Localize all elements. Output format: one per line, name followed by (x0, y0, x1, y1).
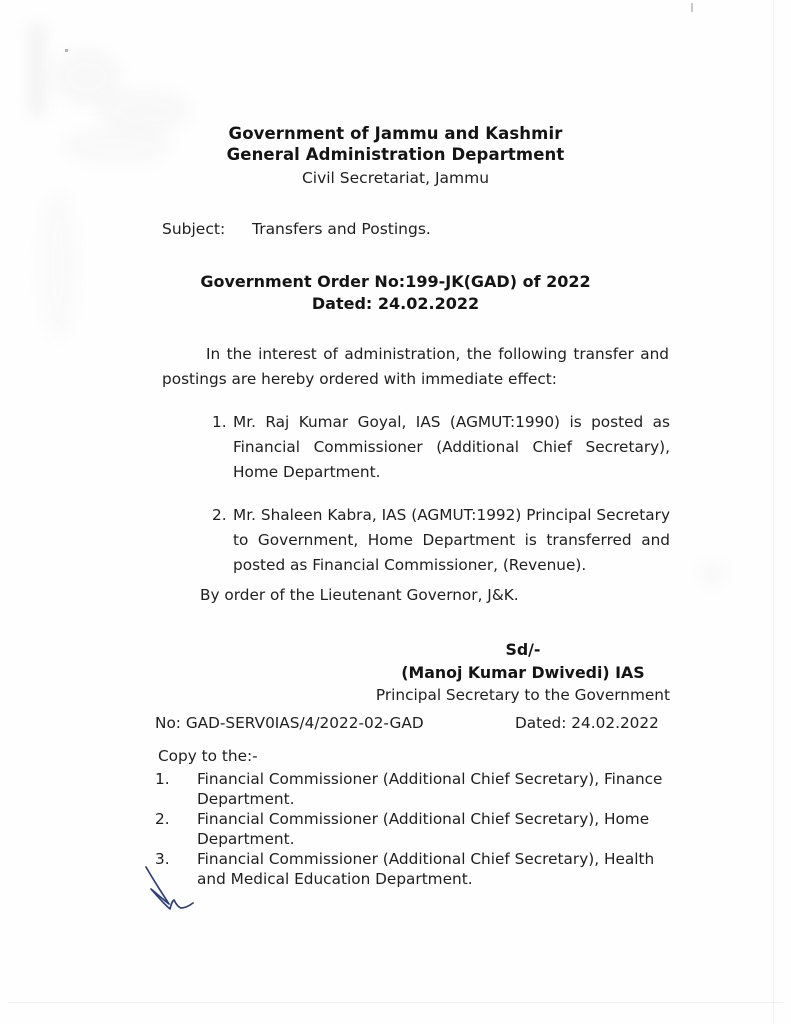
signatory-designation: Principal Secretary to the Government (375, 686, 670, 704)
order-item-text: Mr. Raj Kumar Goyal, IAS (AGMUT:1990) is posted as Financial Commissioner (Additional Chief Secretary), Home Department. (233, 413, 670, 481)
intro-paragraph: In the interest of administration, the following transfer and postings are hereby ordered with immediate effect: (162, 345, 669, 388)
order-list-item (212, 503, 670, 578)
subject-value: Transfers and Postings. (252, 220, 431, 238)
copy-item-number: 3. (155, 850, 170, 868)
copy-list-item (155, 770, 675, 809)
subject-row (162, 220, 431, 238)
by-order-line: By order of the Lieutenant Governor, J&K. (200, 586, 519, 604)
order-item-number: 2. (212, 506, 227, 524)
copy-item-text: Financial Commissioner (Additional Chief Secretary), Home Department. (197, 810, 650, 848)
reference-date: Dated: 24.02.2022 (515, 714, 659, 732)
order-number: Government Order No:199-JK(GAD) of 2022 (200, 272, 591, 291)
office-location: Civil Secretariat, Jammu (301, 169, 490, 187)
department-name: General Administration Department (226, 145, 565, 164)
copy-item-text: Financial Commissioner (Additional Chief Secretary), Finance Department. (197, 770, 663, 808)
order-date: Dated: 24.02.2022 (311, 294, 480, 313)
handwritten-signature-icon (142, 864, 200, 922)
sd-marker: Sd/- (505, 640, 541, 659)
order-items-list (212, 410, 670, 596)
reference-row (155, 712, 675, 735)
copy-list-item (155, 810, 675, 849)
copy-list-item (155, 850, 675, 889)
order-list-item (212, 410, 670, 485)
copy-to-list (155, 770, 675, 890)
government-name: Government of Jammu and Kashmir (228, 124, 563, 143)
copy-item-text: Financial Commissioner (Additional Chief Secretary), Health and Medical Education Department. (197, 850, 655, 888)
order-item-text: Mr. Shaleen Kabra, IAS (AGMUT:1992) Principal Secretary to Government, Home Department is transferred and posted as Financial Commissioner, (Revenue). (233, 506, 670, 574)
order-heading (0, 271, 791, 315)
copy-item-number: 1. (155, 770, 170, 788)
copy-item-number: 2. (155, 810, 170, 828)
order-item-number: 1. (212, 413, 227, 431)
reference-number: No: GAD-SERV0IAS/4/2022-02-GAD (155, 714, 424, 732)
signatory-name: (Manoj Kumar Dwivedi) IAS (401, 663, 645, 682)
signature-block (376, 638, 670, 707)
copy-to-heading: Copy to the:- (158, 747, 258, 765)
letterhead (0, 123, 791, 189)
subject-label: Subject: (162, 220, 226, 238)
